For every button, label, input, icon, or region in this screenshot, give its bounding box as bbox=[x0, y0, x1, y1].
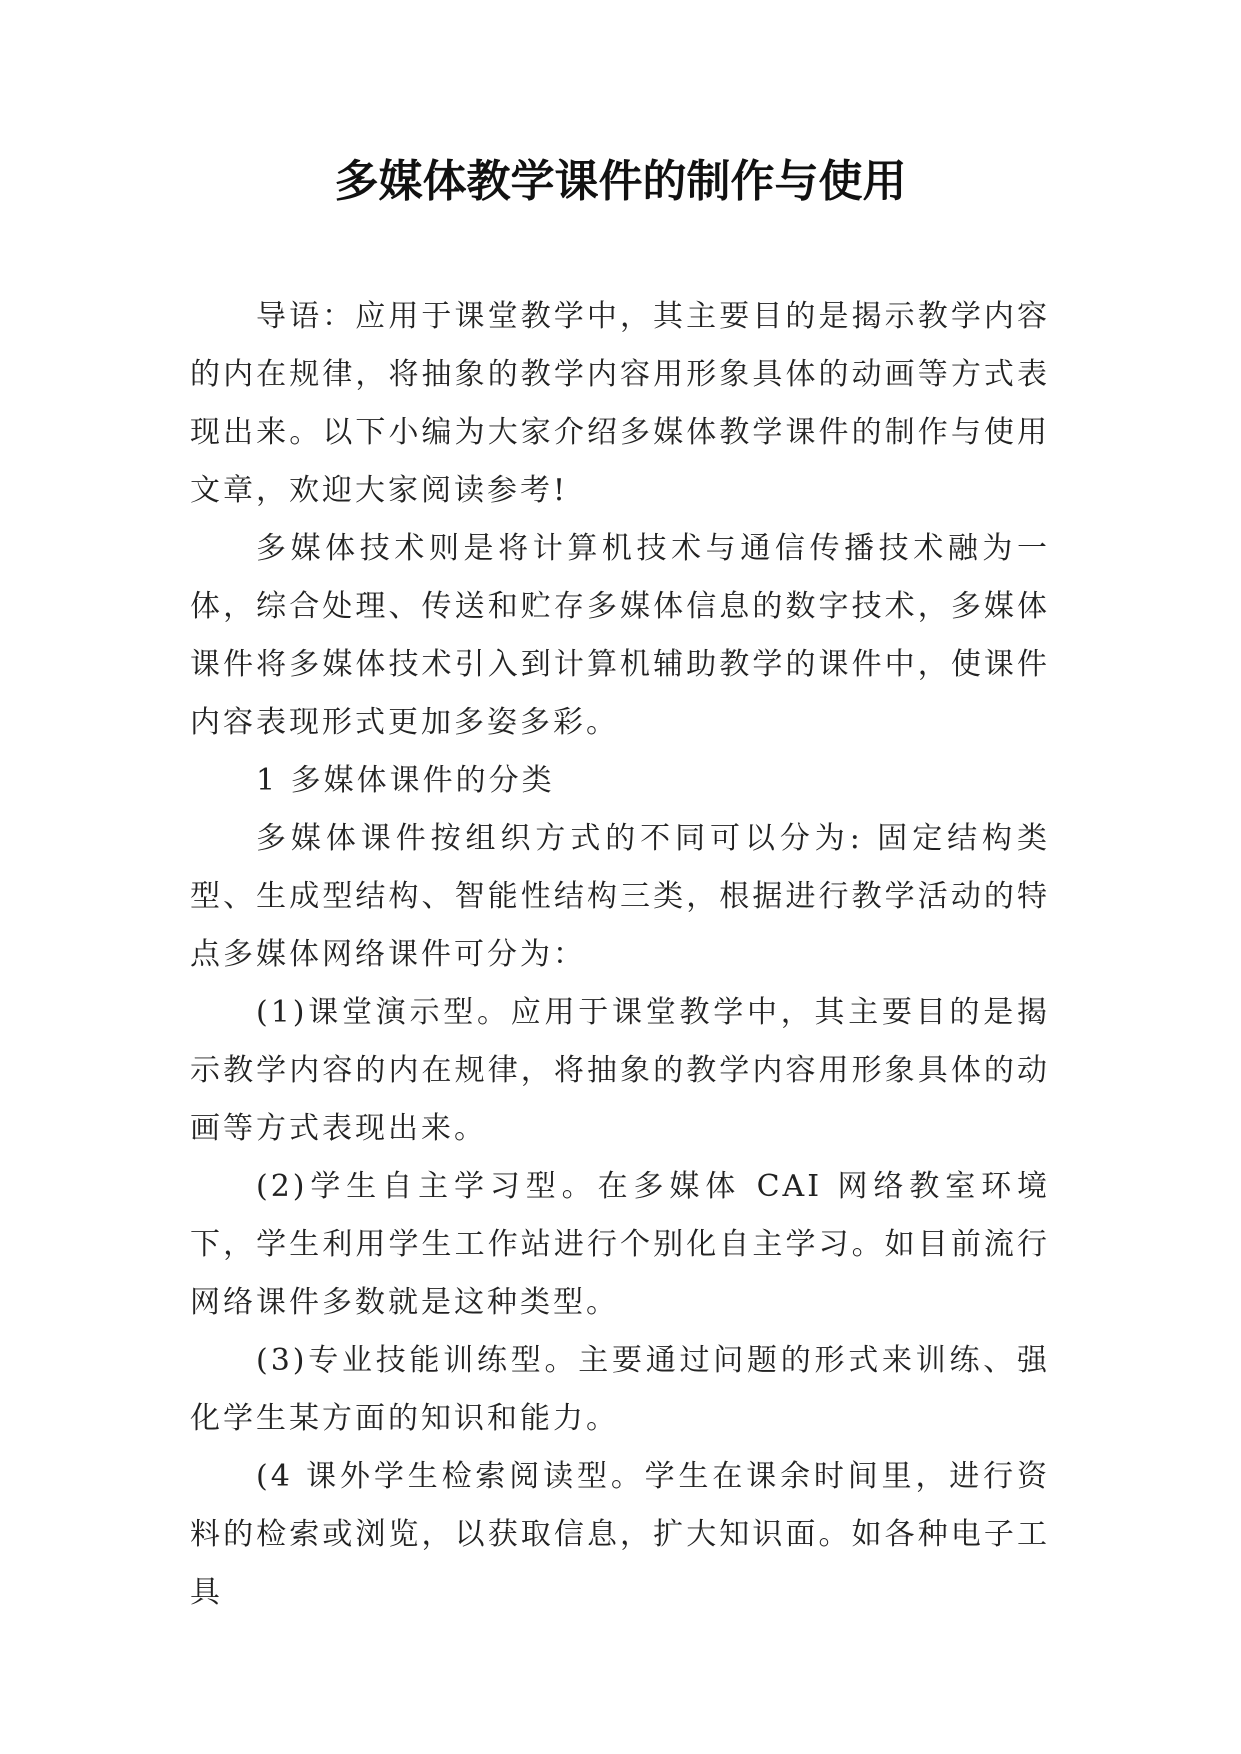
document-title: 多媒体教学课件的制作与使用 bbox=[334, 156, 907, 207]
paragraph-intro: 导语：应用于课堂教学中，其主要目的是揭示教学内容的内在规律，将抽象的教学内容用形象具体的动画等方式表现出来。以下小编为大家介绍多媒体教学课件的制作与使用文章，欢迎大家阅读参考! bbox=[190, 299, 1050, 508]
paragraph-multimedia-tech: 多媒体技术则是将计算机技术与通信传播技术融为一体，综合处理、传送和贮存多媒体信息的数字技术，多媒体课件将多媒体技术引入到计算机辅助教学的课件中，使课件内容表现形式更加多姿多彩。 bbox=[190, 531, 1050, 740]
paragraph-classification: 多媒体课件按组织方式的不同可以分为: 固定结构类型、生成型结构、智能性结构三类，根据进行教学活动的特点多媒体网络课件可分为： bbox=[190, 821, 1050, 972]
list-item-skill-training: (3)专业技能训练型。主要通过问题的形式来训练、强化学生某方面的知识和能力。 bbox=[190, 1343, 1050, 1436]
section-heading-classification: 1 多媒体课件的分类 bbox=[256, 763, 555, 798]
list-item-self-study: (2)学生自主学习型。在多媒体 CAI 网络教室环境下，学生利用学生工作站进行个别化自主学习。如目前流行网络课件多数就是这种类型。 bbox=[190, 1169, 1050, 1320]
list-item-classroom-demo: (1)课堂演示型。应用于课堂教学中，其主要目的是揭示教学内容的内在规律，将抽象的教学内容用形象具体的动画等方式表现出来。 bbox=[190, 995, 1050, 1146]
list-item-extracurricular-reading: (4 课外学生检索阅读型。学生在课余时间里，进行资料的检索或浏览，以获取信息，扩大知识面。如各种电子工具 bbox=[190, 1459, 1050, 1610]
document-body bbox=[190, 288, 1050, 1622]
